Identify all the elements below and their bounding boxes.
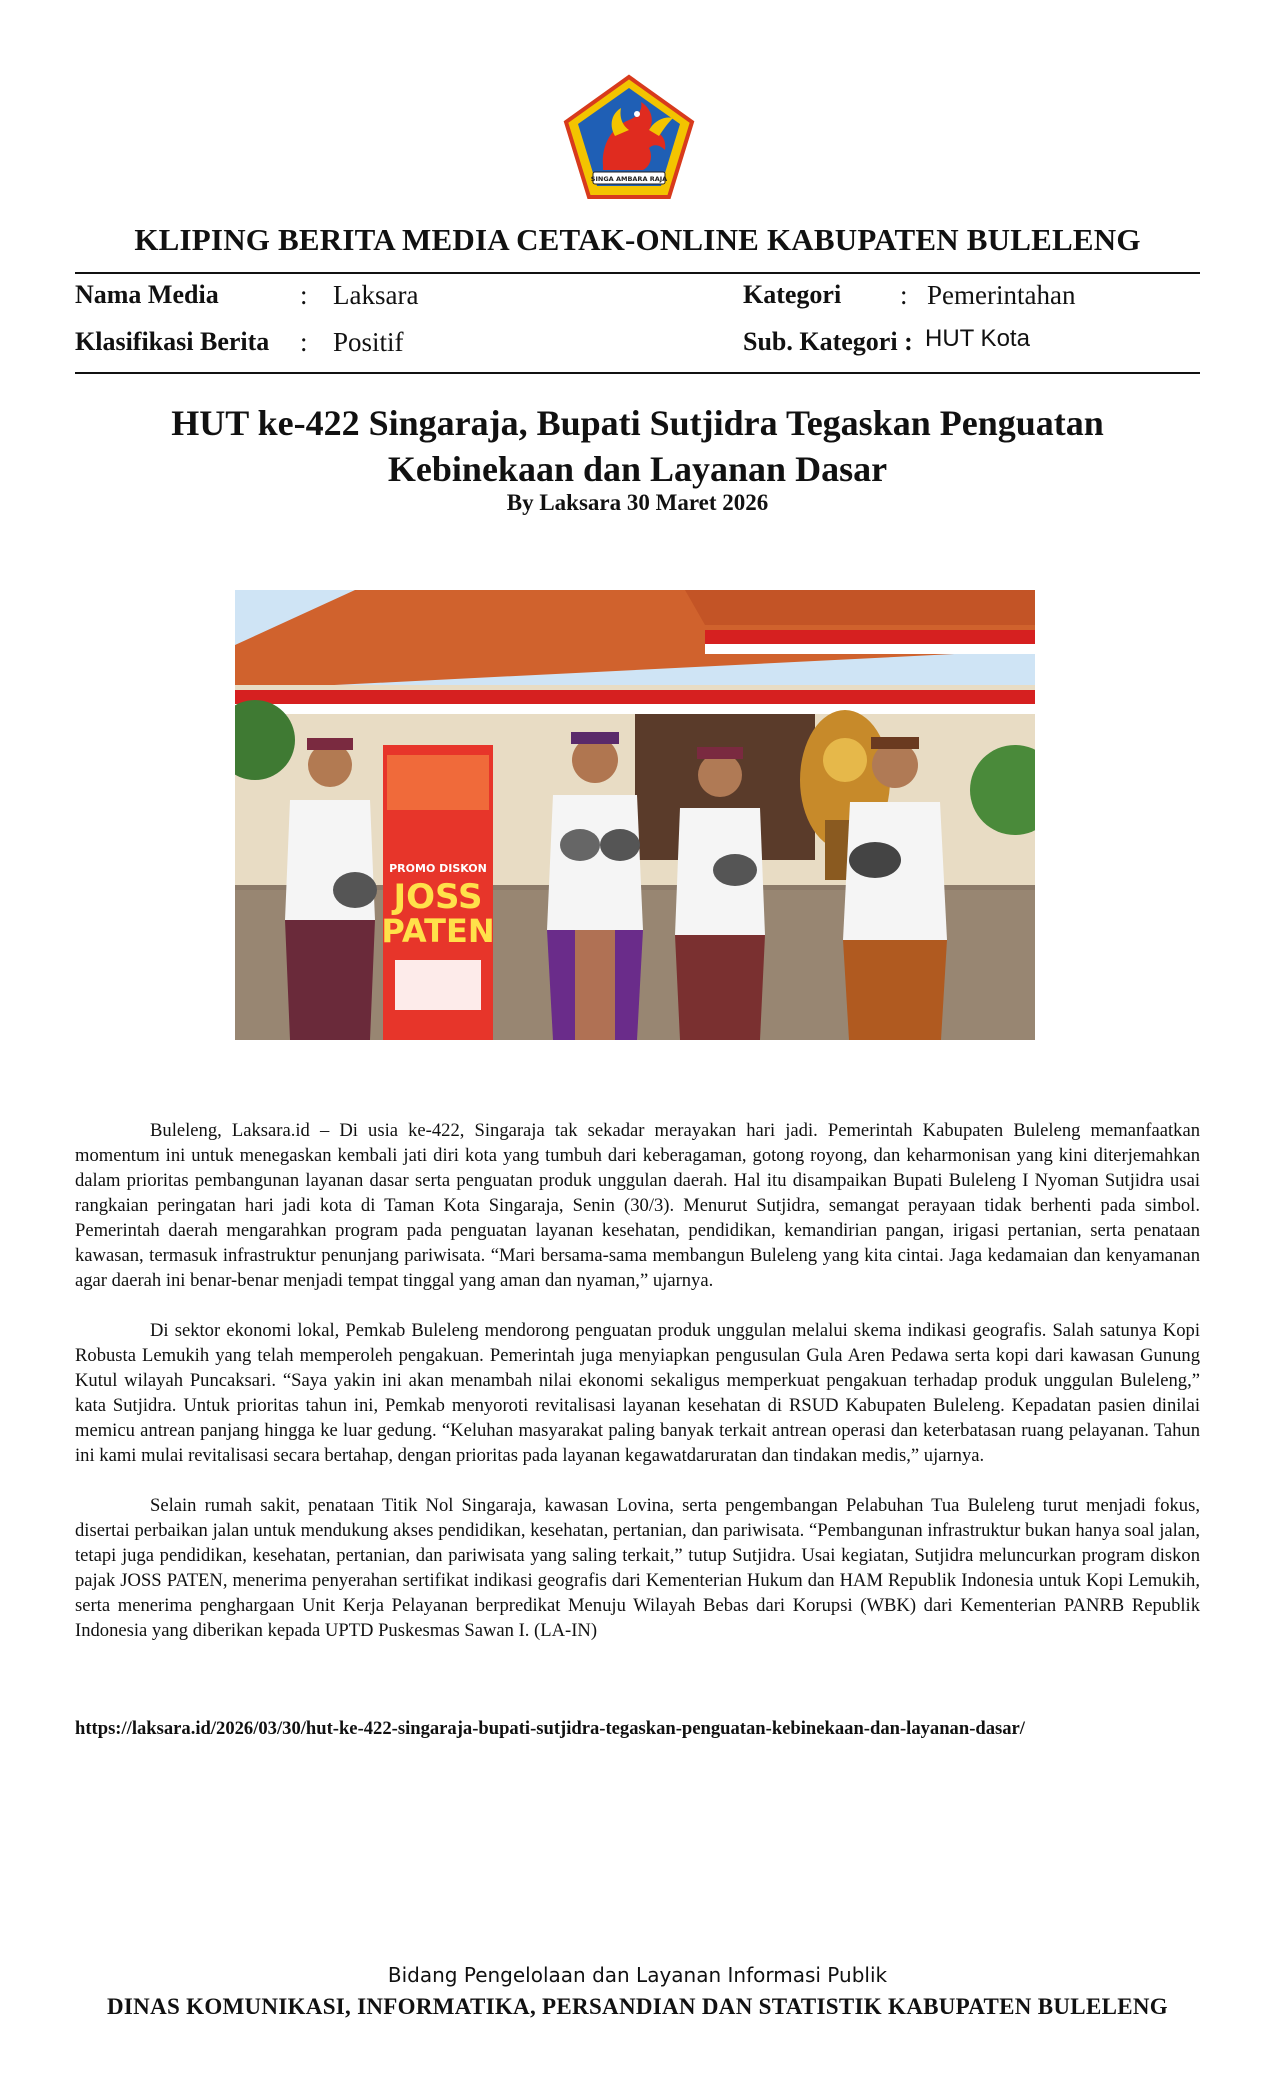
banner-top-text: PROMO DISKON [389, 862, 487, 875]
banner-joss-text: JOSS [393, 877, 483, 917]
article-paragraph-1: Buleleng, Laksara.id – Di usia ke-422, Singaraja tak sekadar merayakan hari jadi. Pemerintah Kabupaten Buleleng memanfaatkan momentum ini untuk menegaskan kembali jati diri kota yang tumbuh dari keberagaman, gotong royong, dan keharmonisan yang kini diterjemahkan dalam prioritas pembangunan layanan dasar serta penguatan produk unggulan daerah. Hal itu disampaikan Bupati Buleleng I Nyoman Sutjidra usai rangkaian peringatan hari jadi kota di Taman Kota Singaraja, Senin (30/3). Menurut Sutjidra, semangat perayaan tidak berhenti pada simbol. Pemerintah daerah mengarahkan program pada penguatan layanan kesehatan, pendidikan, kemandirian pangan, irigasi pertanian, serta penataan kawasan, termasuk infrastruktur penunjang pariwisata. “Mari bersama-sama membangun Buleleng yang kita cintai. Jaga kedamaian dan kenyamanan agar daerah ini benar-benar menjadi tempat tinggal yang aman dan nyaman,” ujarnya. [75, 1120, 1200, 1291]
kategori-colon: : [900, 280, 908, 310]
sub-kategori-label: Sub. Kategori : [743, 327, 913, 356]
promo-banner [381, 745, 494, 1040]
klasifikasi-value: Positif [333, 327, 404, 357]
article-title [120, 400, 1155, 492]
page-heading: KLIPING BERITA MEDIA CETAK-ONLINE KABUPATEN BULELENG [134, 222, 1141, 257]
buleleng-crest-logo [563, 74, 695, 200]
banner-paten-text: PATEN [381, 912, 495, 950]
meta-divider [75, 372, 1200, 374]
article-title-line-2: Kebinekaan dan Layanan Dasar [387, 449, 888, 489]
logo-caption: SINGA AMBARA RAJA [590, 175, 668, 183]
article-paragraph-3: Selain rumah sakit, penataan Titik Nol Singaraja, kawasan Lovina, serta pengembangan Pelabuhan Tua Buleleng turut menjadi fokus, disertai perbaikan jalan untuk mendukung akses pendidikan, kesehatan, pertanian, dan pariwisata. “Pembangunan infrastruktur bukan hanya soal jalan, tetapi juga pendidikan, kesehatan, pertanian, dan pariwisata yang saling terkait,” tutup Sutjidra. Usai kegiatan, Sutjidra meluncurkan program diskon pajak JOSS PATEN, menerima penyerahan sertifikat indikasi geografis dari Kementerian Hukum dan HAM Republik Indonesia untuk Kopi Lemukih, serta menerima penghargaan Unit Kerja Pelayanan berpredikat Menuju Wilayah Bebas dari Korupsi (WBK) dari Kementerian PANRB Republik Indonesia yang diberikan kepada UPTD Puskesmas Sawan I. (LA-IN) [75, 1495, 1200, 1641]
article-paragraph-2: Di sektor ekonomi lokal, Pemkab Buleleng mendorong penguatan produk unggulan melalui skema indikasi geografis. Salah satunya Kopi Robusta Lemukih yang telah memperoleh pengakuan. Pemerintah juga menyiapkan pengusulan Gula Aren Pedawa serta kopi dari kawasan Gunung Kutul wilayah Puncaksari. “Saya yakin ini akan menambah nilai ekonomi sekaligus memperkuat pengakuan terhadap produk unggulan Buleleng,” kata Sutjidra. Untuk prioritas tahun ini, Pemkab menyoroti revitalisasi layanan kesehatan di RSUD Kabupaten Buleleng. Kepadatan pasien dinilai memicu antrean panjang hingga ke luar gedung. “Keluhan masyarakat paling banyak terkait antrean operasi dan keterbatasan ruang pelayanan. Tahun ini kami mulai revitalisasi secara bertahap, dengan prioritas pada layanan kegawatdaruratan dan tindakan medis,” ujarnya. [75, 1320, 1200, 1466]
footer-agency: DINAS KOMUNIKASI, INFORMATIKA, PERSANDIAN DAN STATISTIK KABUPATEN BULELENG [107, 1994, 1168, 2019]
klasifikasi-label: Klasifikasi Berita [75, 327, 270, 356]
article-byline: By Laksara 30 Maret 2026 [506, 490, 769, 515]
article-photo [235, 590, 1035, 1040]
kategori-value: Pemerintahan [927, 280, 1076, 310]
nama-media-colon: : [300, 280, 308, 310]
article-title-line-1: HUT ke-422 Singaraja, Bupati Sutjidra Tegaskan Penguatan [171, 403, 1104, 443]
article-body [75, 1118, 1200, 1668]
nama-media-label: Nama Media [75, 280, 219, 309]
kategori-label: Kategori [743, 280, 842, 309]
sub-kategori-value: HUT Kota [925, 325, 1030, 352]
article-source-url[interactable]: https://laksara.id/2026/03/30/hut-ke-422-singaraja-bupati-sutjidra-tegaskan-penguatan-kebinekaan-dan-layanan-dasar/ [75, 1718, 1025, 1739]
top-divider [75, 272, 1200, 274]
klasifikasi-colon: : [300, 327, 308, 357]
nama-media-value: Laksara [333, 280, 419, 310]
footer-division: Bidang Pengelolaan dan Layanan Informasi Publik [387, 1963, 888, 1987]
